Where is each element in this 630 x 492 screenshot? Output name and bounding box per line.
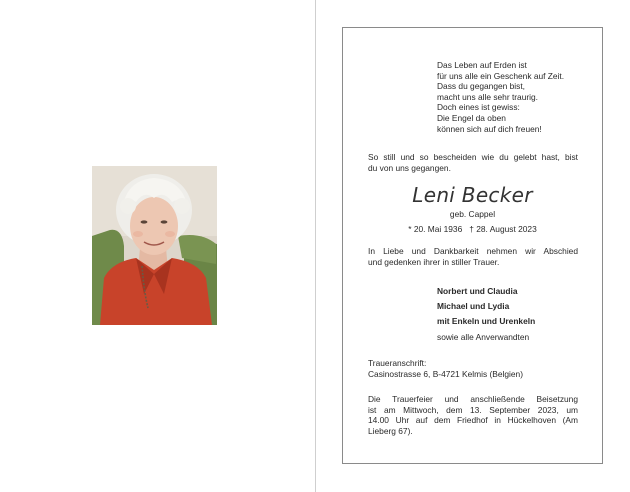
family-member: mit Enkeln und Urenkeln — [437, 316, 536, 327]
portrait-photo — [92, 166, 217, 325]
family-list — [437, 284, 587, 345]
poem-line: Das Leben auf Erden ist — [437, 60, 527, 70]
farewell-text — [368, 246, 578, 267]
family-member: Norbert und Claudia — [437, 286, 518, 296]
poem-line: können sich auf dich freuen! — [437, 123, 542, 134]
birth-name: geb. Cappel — [449, 209, 496, 219]
funeral-line: Die Trauerfeier und anschließende Beisetzung — [368, 394, 578, 404]
address-value: Casinostrasse 6, B-4721 Kelmis (Belgien) — [368, 368, 524, 379]
intro-line: du von uns gegangen. — [368, 162, 451, 173]
address-label: Traueranschrift: — [368, 358, 427, 368]
deceased-name: Leni Becker — [412, 183, 533, 207]
farewell-line: und gedenken ihrer in stiller Trauer. — [368, 256, 500, 267]
family-member: Michael und Lydia — [437, 301, 510, 312]
poem-line: Dass du gegangen bist, — [437, 81, 525, 92]
funeral-line: 14.00 Uhr auf dem Friedhof in Hückelhoven (Am — [368, 415, 578, 426]
funeral-info — [368, 394, 578, 436]
poem — [437, 60, 587, 134]
poem-line: Doch eines ist gewiss: — [437, 102, 520, 113]
intro-line: So still und so bescheiden wie du gelebt hast, bist — [368, 152, 578, 162]
family-member: sowie alle Anverwandten — [437, 331, 530, 342]
poem-line: Die Engel da oben — [437, 112, 506, 123]
mourning-address — [368, 358, 578, 379]
poem-line: für uns alle ein Geschenk auf Zeit. — [437, 70, 565, 81]
intro-text — [368, 152, 578, 173]
life-dates: * 20. Mai 1936 † 28. August 2023 — [408, 224, 537, 234]
farewell-line: In Liebe und Dankbarkeit nehmen wir Abschied — [368, 246, 578, 256]
poem-line: macht uns alle sehr traurig. — [437, 91, 539, 102]
funeral-line: ist am Mittwoch, dem 13. September 2023, um — [368, 404, 578, 415]
funeral-line: Lieberg 67). — [368, 425, 413, 436]
